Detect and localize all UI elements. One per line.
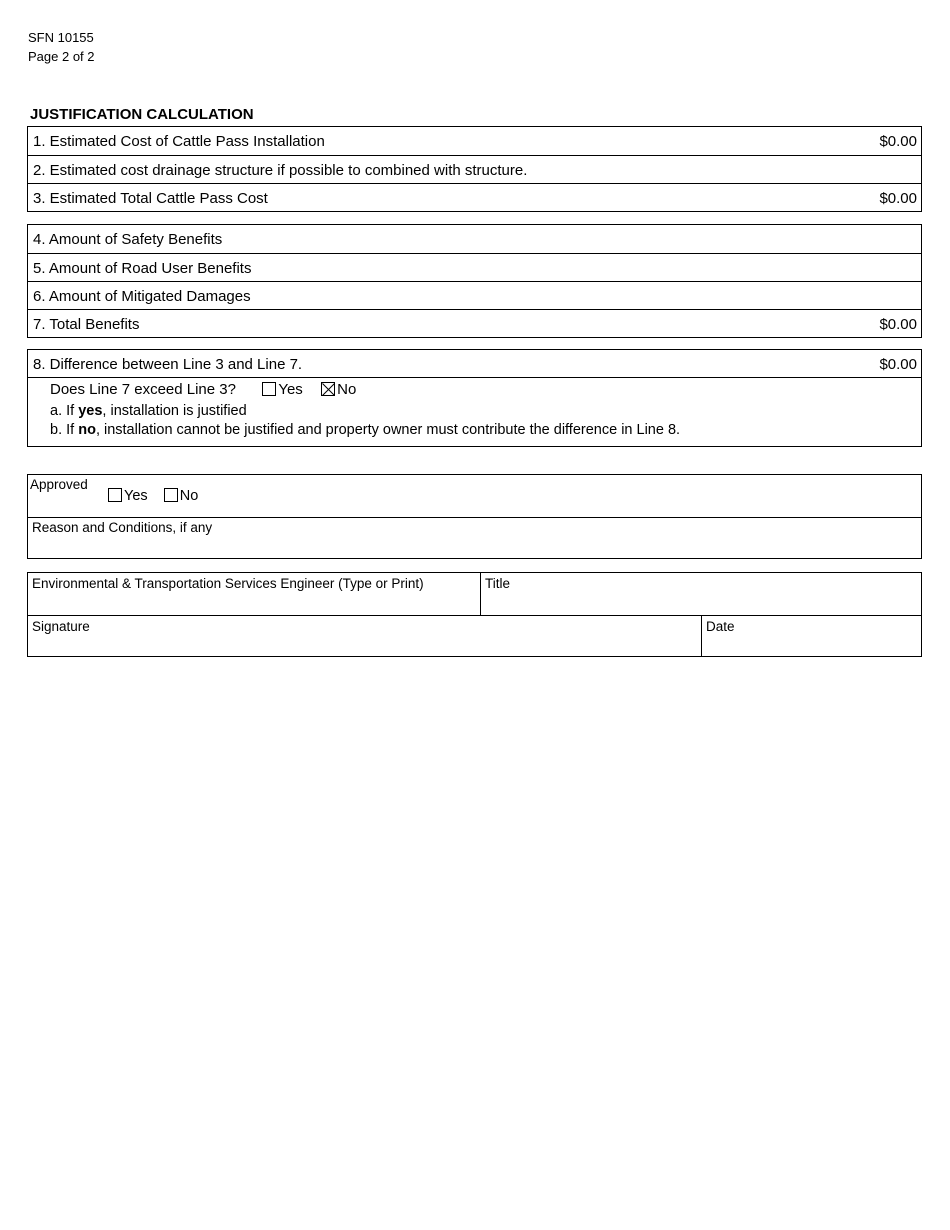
signature-field[interactable]: [28, 616, 701, 656]
difference-row[interactable]: [28, 350, 921, 378]
difference-label: 8. Difference between Line 3 and Line 7.: [33, 356, 303, 373]
cost-row-label: 2. Estimated cost drainage structure if possible to combined with structure.: [33, 162, 528, 179]
benefit-row-6[interactable]: [28, 281, 921, 309]
note-a-suffix: , installation is justified: [102, 403, 247, 419]
engineer-label: Environmental & Transportation Services Engineer (Type or Print): [32, 576, 424, 591]
reason-label: Reason and Conditions, if any: [32, 520, 213, 535]
difference-section: [27, 349, 922, 447]
exceed-question: [50, 381, 356, 398]
signoff-section: [27, 572, 922, 657]
approved-no-checkbox[interactable]: [164, 488, 178, 502]
note-b-suffix: , installation cannot be justified and property owner must contribute the difference in Line 8.: [95, 422, 681, 438]
date-label: Date: [706, 619, 735, 634]
title-field[interactable]: [481, 573, 921, 615]
date-field[interactable]: [702, 616, 921, 656]
cost-row-2[interactable]: [28, 155, 921, 183]
cost-row-1[interactable]: [28, 127, 921, 155]
approval-section: [27, 474, 922, 559]
exceed-yes-label: Yes: [278, 381, 303, 398]
exceed-no-checkbox[interactable]: [321, 382, 335, 396]
approved-options: [108, 488, 198, 504]
note-b-bold: no: [78, 422, 96, 438]
note-a-bold: yes: [78, 403, 103, 419]
cost-row-value[interactable]: $0.00: [879, 190, 917, 207]
exceed-question-text: Does Line 7 exceed Line 3?: [50, 381, 236, 398]
benefit-row-5[interactable]: [28, 253, 921, 281]
form-number: SFN 10155: [28, 30, 94, 45]
signoff-top-row: [28, 573, 921, 616]
benefit-row-label: 4. Amount of Safety Benefits: [33, 231, 223, 248]
benefit-row-label: 6. Amount of Mitigated Damages: [33, 288, 251, 305]
benefits-table: [27, 224, 922, 338]
section-title: JUSTIFICATION CALCULATION: [30, 106, 254, 123]
costs-table: [27, 126, 922, 212]
benefit-row-7[interactable]: [28, 309, 921, 337]
benefit-row-label: 7. Total Benefits: [33, 316, 140, 333]
engineer-field[interactable]: [28, 573, 480, 615]
signoff-bottom-row: [28, 616, 921, 656]
benefit-row-label: 5. Amount of Road User Benefits: [33, 260, 252, 277]
cost-row-3[interactable]: [28, 183, 921, 211]
note-a: [50, 403, 247, 419]
cost-row-value[interactable]: $0.00: [879, 133, 917, 150]
signature-label: Signature: [32, 619, 90, 634]
difference-value[interactable]: $0.00: [879, 356, 917, 373]
page-number: Page 2 of 2: [28, 49, 95, 64]
cost-row-label: 1. Estimated Cost of Cattle Pass Installation: [33, 133, 325, 150]
approved-no-label: No: [179, 488, 199, 504]
approved-yes-label: Yes: [124, 488, 148, 504]
exceed-yes-checkbox[interactable]: [262, 382, 276, 396]
form-header: [28, 28, 95, 66]
approved-yes-checkbox[interactable]: [108, 488, 122, 502]
benefit-row-value[interactable]: $0.00: [879, 316, 917, 333]
exceed-no-label: No: [337, 381, 357, 398]
title-label: Title: [485, 576, 511, 591]
cost-row-label: 3. Estimated Total Cattle Pass Cost: [33, 190, 268, 207]
note-b: [50, 422, 680, 438]
note-a-prefix: a. If: [50, 403, 79, 419]
note-b-prefix: b. If: [50, 422, 79, 438]
approved-label: Approved: [30, 477, 88, 492]
reason-field[interactable]: [28, 518, 921, 558]
approved-field: [28, 475, 921, 518]
benefit-row-4[interactable]: [28, 225, 921, 253]
